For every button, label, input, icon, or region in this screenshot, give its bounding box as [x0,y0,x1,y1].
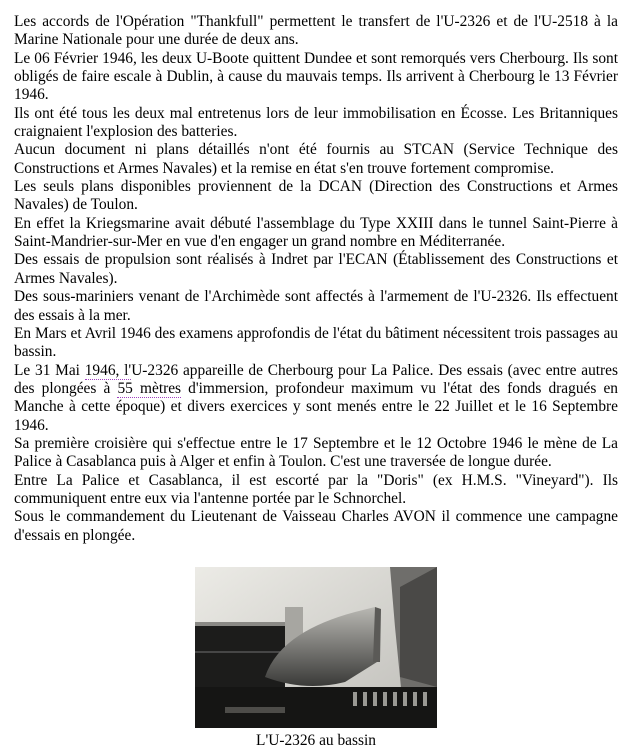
submarine-photo [195,567,437,728]
paragraph: Des sous-mariniers venant de l'Archimède sont affectés à l'armement de l'U-2326. Ils effectuent des essais à la mer. [14,288,618,324]
text-run: Le 31 Mai [14,361,85,379]
document-body [14,13,618,545]
paragraph: Sous le commandement du Lieutenant de Vaisseau Charles AVON il commence une campagne d'essais en plongée. [14,508,618,544]
paragraph: Les seuls plans disponibles proviennent de la DCAN (Direction des Constructions et Armes Navales) de Toulon. [14,178,618,214]
paragraph: Ils ont été tous les deux mal entretenus lors de leur immobilisation en Écosse. Les Britanniques craignaient l'explosion des batteries. [14,104,618,141]
paragraph: Le 06 Février 1946, les deux U-Boote quittent Dundee et sont remorqués vers Cherbourg. Ils sont obligés de faire escale à Dublin, à cause du mauvais temps. Ils arrivent à Cherbourg le 13 Février 1946. [14,49,618,104]
figure [195,567,437,750]
text-run: d'immersion, profondeur maximum vu l'état des fonds dragués en Manche à cette époque) et divers exercices y sont menés entre le 22 Juillet et le 16 Septembre 1946. [14,379,619,434]
figure-caption: L'U-2326 au bassin [256,732,376,749]
paragraph: Aucun document ni plans détaillés n'ont été fournis au STCAN (Service Technique des Constructions et Armes Navales) et la remise en état s'en trouve fortement compromise. [14,141,618,177]
paragraph [14,362,618,435]
paragraph: Les accords de l'Opération "Thankfull" permettent le transfert de l'U-2326 et de l'U-2518 à la Marine Nationale pour une durée de deux ans. [14,13,618,49]
paragraph: Des essais de propulsion sont réalisés à Indret par l'ECAN (Établissement des Constructions et Armes Navales). [14,251,618,287]
paragraph: Sa première croisière qui s'effectue entre le 17 Septembre et le 12 Octobre 1946 le mène de La Palice à Casablanca puis à Alger et enfin à Toulon. C'est une traversée de longue durée. [14,434,618,471]
text-run: U-2326 appareille de Cherbourg pour La Palice. Des essais (avec entre autres des plongées à [14,361,618,397]
paragraph: En Mars et Avril 1946 des examens approfondis de l'état du bâtiment nécessitent trois passages au bassin. [14,324,618,361]
paragraph: Entre La Palice et Casablanca, il est escorté par la "Doris" (ex H.M.S. "Vineyard"). Ils communiquent entre eux via l'antenne portée par le Schnorchel. [14,471,618,507]
smart-tag-date[interactable]: 1946, l' [84,361,132,379]
paragraph: En effet la Kriegsmarine avait débuté l'assemblage du Type XXIII dans le tunnel Saint-Pierre à Saint-Mandrier-sur-Mer en vue d'en engager un grand nombre en Méditerranée. [14,214,618,251]
smart-tag-measure[interactable]: 55 mètres [117,379,182,397]
